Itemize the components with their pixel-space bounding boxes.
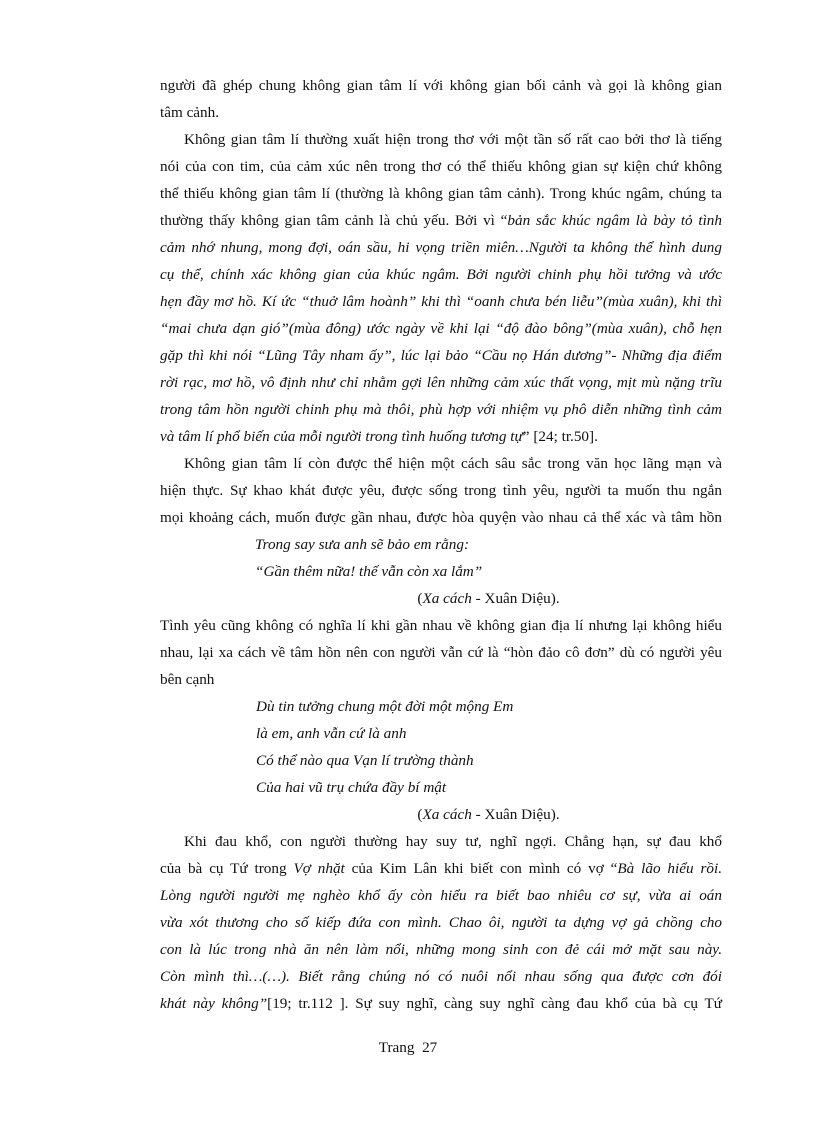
text-run: [19; tr.112 ]. Sự suy nghĩ, càng suy nghĩ càng đau khổ của bà cụ Tứ	[267, 995, 722, 1012]
page-label: Trang	[378, 1039, 415, 1056]
poem-line: Dù tin tưởng chung một đời một mộng Em	[256, 698, 514, 715]
text-run: thường thấy không gian tâm cảnh là chủ yếu. Bởi vì “	[160, 212, 508, 229]
quote-text: khát này không”	[160, 995, 268, 1012]
body-text-line: nhau, lại xa cách về tâm hồn nên con người vẫn cứ là “hòn đảo cô đơn” dù có người yêu	[160, 644, 722, 661]
body-text-line: Không gian tâm lí thường xuất hiện trong thơ với một tần số rất cao bởi thơ là tiếng	[184, 131, 722, 148]
quote-text: và tâm lí phổ biến của mỗi người trong tình huống tương tự	[160, 428, 523, 445]
quote-line: gặp thì khi nói “Lũng Tây nham ấy”, lúc lại bảo “Cầu nọ Hán dương”- Những địa điểm	[160, 347, 722, 364]
body-text-line	[160, 211, 722, 231]
citation-title: Xa cách	[422, 590, 472, 607]
poem-line: là em, anh vẫn cứ là anh	[256, 725, 407, 742]
body-text-line: hiện thực. Sự khao khát được yêu, được sống trong tình yêu, người ta muốn thu ngắn	[160, 482, 722, 499]
poem-line: Của hai vũ trụ chứa đầy bí mật	[256, 779, 447, 796]
citation-author: - Xuân Diệu).	[471, 806, 560, 823]
poem-citation	[160, 589, 722, 609]
body-text-line: Khi đau khổ, con người thường hay suy tư, nghĩ ngợi. Chẳng hạn, sự đau khổ	[184, 833, 722, 850]
quote-line: rời rạc, mơ hồ, vô định như chỉ nhằm gợi lên những cảm xúc thất vọng, mịt mù nặng trĩu	[160, 374, 722, 391]
body-text-line	[160, 427, 722, 447]
citation-ref: ” [24; tr.50].	[522, 428, 598, 445]
poem-citation	[160, 805, 722, 825]
page-footer	[0, 1038, 816, 1058]
page-number: 27	[422, 1039, 438, 1056]
citation-paren: (	[417, 806, 423, 823]
quote-line: vừa xót thương cho số kiếp đứa con mình. Chao ôi, người ta dựng vợ gả chồng cho	[160, 914, 722, 931]
quote-line: cụ thể, chính xác không gian của khúc ngâm. Bởi người chinh phụ hồi tưởng và ước	[160, 266, 722, 283]
poem-line: “Gần thêm nữa! thế vẫn còn xa lắm”	[255, 563, 483, 580]
body-text-line: thể thiếu không gian tâm lí (thường là không gian tâm cảnh). Trong khúc ngâm, chúng ta	[160, 185, 722, 202]
text-run: của bà cụ Tứ trong	[160, 860, 294, 877]
quote-line: hẹn đầy mơ hồ. Kí ức “thuở lâm hoành” khi thì “oanh chưa bén liễu”(mùa xuân), khi thì	[160, 293, 722, 310]
body-text-line: người đã ghép chung không gian tâm lí với không gian bối cảnh và gọi là không gian	[160, 77, 722, 94]
body-text-line: nói của con tim, của cảm xúc nên trong thơ có thể thiếu không gian sự kiện chứ không	[160, 158, 722, 175]
body-text-line: mọi khoảng cách, muốn được gần nhau, được hòa quyện vào nhau cả thể xác và tâm hồn	[160, 509, 722, 526]
poem-line: Trong say sưa anh sẽ bảo em rằng:	[255, 536, 470, 553]
body-text-line: tâm cảnh.	[160, 104, 220, 121]
citation-author: - Xuân Diệu).	[471, 590, 560, 607]
work-title: Vợ nhặt	[293, 860, 345, 877]
quote-line: Còn mình thì…(…). Biết rằng chúng nó có nuôi nổi nhau sống qua được cơn đói	[160, 968, 722, 985]
body-text-line	[160, 859, 722, 879]
quote-line: cảm nhớ nhung, mong đợi, oán sầu, hi vọng triền miên…Người ta không thể hình dung	[160, 239, 722, 256]
body-text-line: Tình yêu cũng không có nghĩa lí khi gần nhau về không gian địa lí nhưng lại không hiểu	[160, 617, 722, 634]
poem-line: Có thể nào qua Vạn lí trường thành	[256, 752, 474, 769]
body-text-line: bên cạnh	[160, 671, 215, 688]
quote-line: trong tâm hồn người chinh phụ mà thôi, phù hợp với nhiệm vụ phô diễn những tình cảm	[160, 401, 722, 418]
body-text-line	[160, 994, 722, 1014]
quote-text: bản sắc khúc ngâm là bày tỏ tình	[507, 212, 722, 229]
citation-title: Xa cách	[422, 806, 472, 823]
quote-line: Lòng người người mẹ nghèo khổ ấy còn hiểu ra biết bao nhiêu cơ sự, vừa ai oán	[160, 887, 722, 904]
quote-line: “mai chưa dạn gió”(mùa đông) ước ngày về khi lại “độ đào bông”(mùa xuân), chỗ hẹn	[160, 320, 722, 337]
quote-text: Bà lão hiểu rồi.	[617, 860, 722, 877]
body-text-line: Không gian tâm lí còn được thể hiện một cách sâu sắc trong văn học lãng mạn và	[184, 455, 722, 472]
text-run: của Kim Lân khi biết con mình có vợ “	[344, 860, 618, 877]
citation-paren: (	[417, 590, 423, 607]
quote-line: con là lúc trong nhà ăn nên làm nổi, những mong sinh con đẻ cái mở mặt sau này.	[160, 941, 722, 958]
